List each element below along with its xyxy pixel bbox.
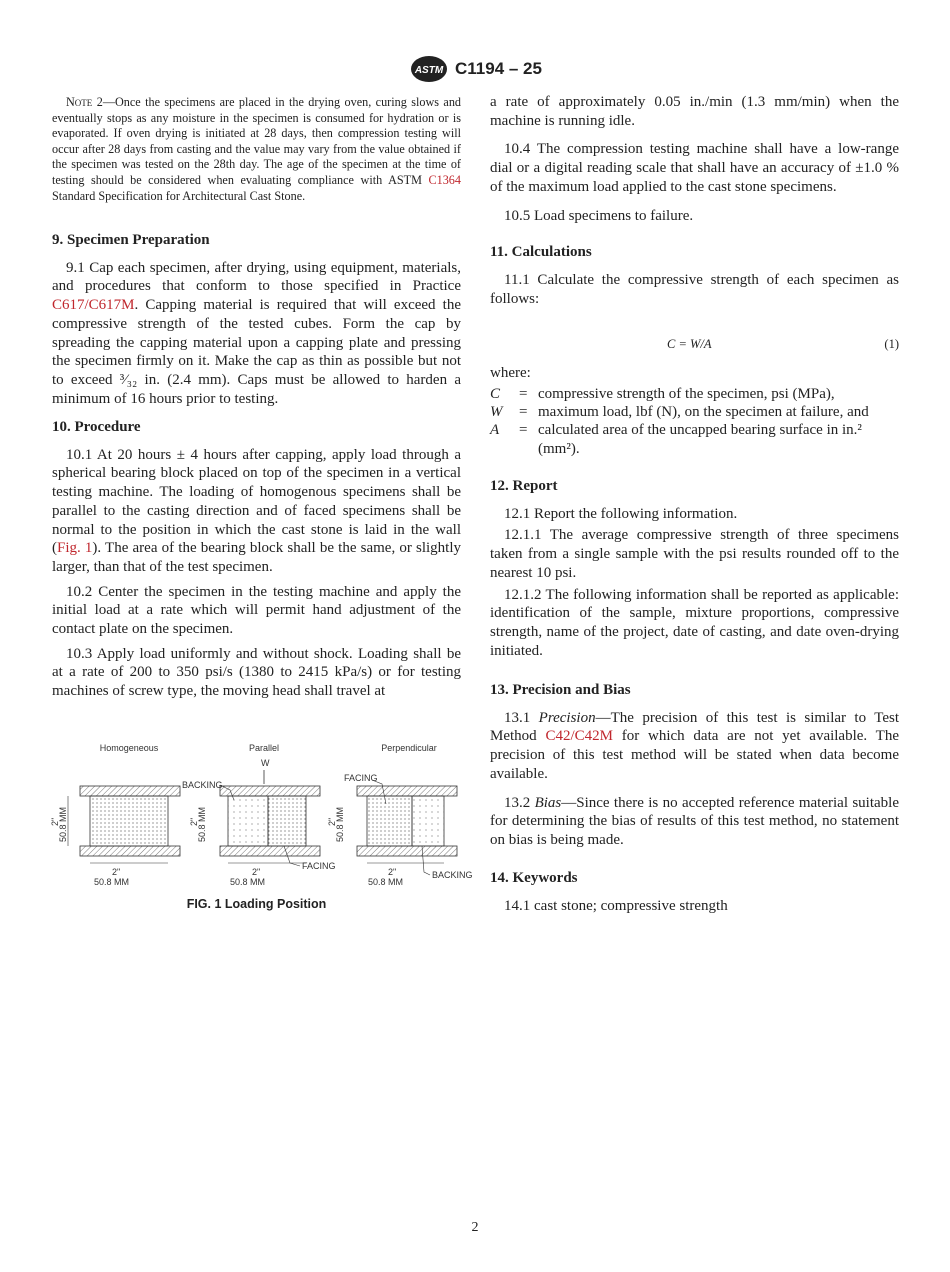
- section-13: 13. Precision and Bias 13.1 Precision—The precision of this test is similar to Test Method C42/C42M for which data are not yet available. The precision of this test method will be stated when data become available. 13.2 Bias—Since there is no accepted reference material suitable for determining the bias of results of this test method, no statement on bias is being made.: [490, 682, 900, 848]
- page-number: 2: [471, 1220, 479, 1235]
- dim-in-2: 2": [252, 867, 261, 877]
- para-12-1-2: 12.1.2 The following information shall be reported as applicable: identification of the sample, mixture proportions, compressive strength, name of the project, date of casting, and date oven-drying initiated.: [490, 586, 899, 659]
- link-c1364[interactable]: C1364: [428, 172, 461, 187]
- section-9: 9. Specimen Preparation 9.1 Cap each specimen, after drying, using equipment, materials, and procedures that conform to those specified in Practice C617/C617M. Capping material is required that will exceed the compressive strength of the tested cubes. Form the cap by spreading the capping material upon a capping plate and pressing the specimen firmly on it. Make the cap as thin as possible but not to exceed ³⁄₃₂ in. (2.4 mm). Caps must be allowed to harden a minimum of 16 hours prior to testing.: [52, 232, 461, 407]
- panel-parallel: [182, 758, 336, 887]
- panel-title-homogeneous: Homogeneous: [99, 743, 159, 753]
- backing-label-perpendicular: BACKING: [432, 870, 473, 880]
- dim-mm-3v: 50.8 MM: [335, 806, 345, 842]
- facing-label-perpendicular: FACING: [344, 773, 378, 783]
- dim-mm-1v: 50.8 MM: [58, 806, 68, 842]
- dim-mm-1: 50.8 MM: [94, 877, 130, 887]
- load-label-w: W: [261, 758, 270, 768]
- dim-in-1: 2": [112, 867, 121, 877]
- para-14-1: 14.1 cast stone; compressive strength: [504, 897, 728, 914]
- dim-in-3v: 2": [327, 817, 337, 826]
- para-12-1-1: 12.1.1 The average compressive strength of three specimens taken from a single sample with the psi results rounded off to the nearest 10 psi.: [490, 527, 899, 581]
- figure-1: [52, 738, 472, 918]
- dim-in-2v: 2": [189, 817, 199, 826]
- dim-in-1v: 2": [50, 817, 60, 826]
- section-14-heading: 14. Keywords: [490, 870, 578, 886]
- section-13-heading: 13. Precision and Bias: [490, 682, 631, 698]
- section-12: [490, 477, 899, 660]
- facing-label-parallel: FACING: [302, 861, 336, 871]
- para-11-1: 11.1 Calculate the compressive strength of each specimen as follows:: [490, 271, 899, 307]
- para-10-5: 10.5 Load specimens to failure.: [504, 207, 694, 224]
- right-column-top: [490, 93, 899, 308]
- section-12-heading: 12. Report: [490, 478, 558, 494]
- section-11-heading: 11. Calculations: [490, 244, 592, 261]
- para-10-3-cont: a rate of approximately 0.05 in./min (1.3 mm/min) when the machine is running idle.: [490, 94, 899, 129]
- panel-homogeneous: [50, 786, 180, 887]
- section-10: 10. Procedure 10.1 At 20 hours ± 4 hours after capping, apply load through a spherical bearing block placed on top of the specimen in a vertical testing machine. The loading of homogenous specimens shall be parallel to the casting direction and of faced specimens shall be normal to the position in which the cast stone is laid in the wall (Fig. 1). The area of the bearing block shall be the same, or slightly larger, than that of the test specimen. 10.2 Center the specimen in the testing machine and apply the initial load at a rate which will permit hand adjustment of the contact plate on the specimen. 10.3 Apply load uniformly and without shock. Loading shall be at a rate of 200 to 350 psi/s (1380 to 2415 kPa/s) or for testing machines of screw type, the moving head shall travel at: [52, 419, 461, 700]
- link-c42[interactable]: C42/C42M: [545, 728, 613, 745]
- dim-in-3: 2": [388, 867, 397, 877]
- figure-caption: FIG. 1 Loading Position: [186, 897, 327, 911]
- equation-number: (1): [884, 337, 899, 351]
- section-14: [490, 869, 899, 915]
- section-10-heading: 10. Procedure: [52, 419, 141, 435]
- standard-designation: C1194 – 25: [455, 59, 542, 78]
- panel-perpendicular: [327, 773, 473, 887]
- where-label: where:: [490, 365, 531, 381]
- dim-mm-2: 50.8 MM: [230, 877, 266, 887]
- para-10-2: 10.2 Center the specimen in the testing machine and apply the initial load at a rate which will permit hand adjustment of the contact plate on the specimen.: [52, 583, 461, 638]
- section-9-heading: 9. Specimen Preparation: [52, 232, 210, 248]
- panel-title-perpendicular: Perpendicular: [381, 743, 437, 753]
- para-12-1: 12.1 Report the following information.: [504, 505, 738, 522]
- dim-mm-3: 50.8 MM: [368, 877, 404, 887]
- note-label: Note 2: [66, 95, 103, 109]
- backing-label-parallel: BACKING: [182, 780, 223, 790]
- link-c617[interactable]: C617/C617M: [52, 297, 135, 314]
- note-2: Note 2—Once the specimens are placed in the drying oven, curing slows and eventually stops as any moisture in the specimen is consumed for hydration or is evaporated. If oven drying is initiated at 28 days, then compression testing will occur after 28 days from casting and the value may vary from the value obtained if the specimen was tested on the 28th day. The age of the specimen at the time of testing should be considered when evaluating compliance with ASTM C1364 Standard Specification for Architectural Cast Stone.: [52, 95, 462, 203]
- astm-logo-text: ASTM: [414, 65, 444, 76]
- para-10-4: 10.4 The compression testing machine shall have a low-range dial or a digital reading scale that shall have an accuracy of ±1.0 % of the maximum load applied to the cast stone specimens.: [490, 141, 899, 195]
- link-fig-1[interactable]: Fig. 1: [57, 540, 93, 557]
- equation-text: C = W/A: [667, 337, 712, 351]
- dim-mm-2v: 50.8 MM: [197, 806, 207, 842]
- loading-position-diagram: [52, 738, 472, 898]
- panel-title-parallel: Parallel: [248, 743, 280, 753]
- para-10-3: 10.3 Apply load uniformly and without shock. Loading shall be at a rate of 200 to 350 psi/s (1380 to 2415 kPa/s) or for testing machines of screw type, the moving head shall travel at: [52, 645, 461, 700]
- astm-logo: [409, 54, 449, 84]
